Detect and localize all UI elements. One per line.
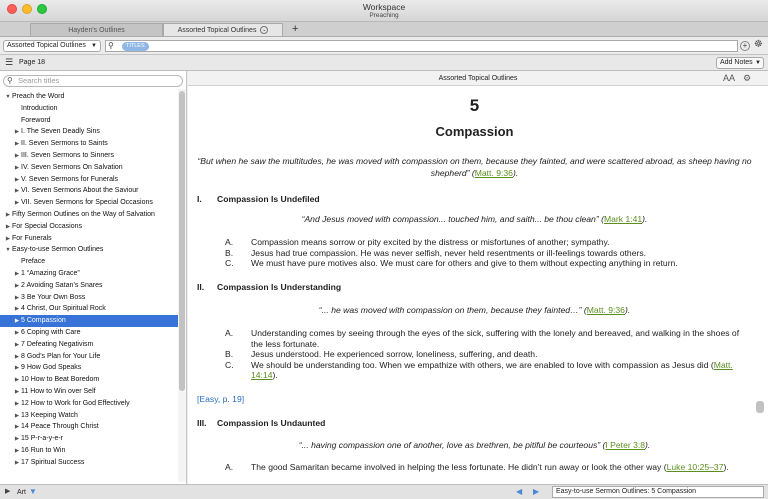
disclosure-triangle-icon[interactable]: ▶ xyxy=(14,282,20,289)
outline-tree-item[interactable] xyxy=(0,410,178,422)
section-heading: I. Compassion Is Undefiled xyxy=(197,194,320,204)
search-toolbar xyxy=(0,37,768,55)
gear-icon[interactable]: ⚙ xyxy=(743,73,752,83)
outline-tree-item[interactable] xyxy=(0,303,178,315)
disclosure-triangle-icon[interactable]: ▶ xyxy=(14,188,20,195)
title-bar xyxy=(0,0,768,22)
chevron-down-icon: ▼ xyxy=(91,43,97,49)
list-icon[interactable]: ☰ xyxy=(5,57,14,67)
outline-item-label: For Special Occasions xyxy=(12,222,83,230)
outline-item-label: Easy-to-use Sermon Outlines xyxy=(12,246,104,254)
disclosure-triangle-icon[interactable]: ▶ xyxy=(14,388,20,395)
outline-tree-item[interactable] xyxy=(0,150,178,162)
scripture-link[interactable]: Matt. 14:14 xyxy=(251,359,733,380)
disclosure-triangle-icon[interactable]: ▶ xyxy=(14,176,20,183)
outline-item-label: 15 P-r-a-y-e-r xyxy=(21,435,64,443)
outline-item-label: 11 How to Win over Self xyxy=(21,387,96,395)
document-scroll-thumb[interactable] xyxy=(756,401,764,413)
outline-item-label: III. Seven Sermons to Sinners xyxy=(21,151,114,159)
outline-item-label: I. The Seven Deadly Sins xyxy=(21,128,100,136)
disclosure-triangle-icon[interactable]: ▶ xyxy=(14,306,20,313)
outline-item-label: 1 “Amazing Grace” xyxy=(21,269,80,277)
outline-tree-item[interactable] xyxy=(0,209,178,221)
outline-tree-item[interactable] xyxy=(0,268,178,280)
disclosure-triangle-icon[interactable]: ▶ xyxy=(5,211,11,218)
resource-select[interactable]: Assorted Topical Outlines ▼ xyxy=(3,40,101,52)
art-menu[interactable]: Art ▼ xyxy=(17,487,37,496)
outline-tree-item[interactable] xyxy=(0,315,178,327)
outline-tree-item[interactable] xyxy=(0,374,178,386)
disclosure-triangle-icon[interactable]: ▶ xyxy=(14,353,20,360)
section-points xyxy=(225,328,750,381)
disclosure-triangle-icon[interactable]: ▶ xyxy=(14,412,20,419)
disclosure-triangle-icon[interactable]: ▶ xyxy=(14,270,20,277)
scripture-link[interactable]: I Peter 3:8 xyxy=(605,440,646,450)
outline-item-label: VI. Seven Sermons About the Saviour xyxy=(21,187,139,195)
outline-tree-item[interactable] xyxy=(0,280,178,292)
font-size-icon[interactable]: AA xyxy=(723,73,736,83)
window-title: Workspace xyxy=(362,2,406,12)
outline-sidebar xyxy=(0,71,187,484)
disclosure-triangle-icon[interactable]: ▶ xyxy=(14,365,20,372)
outline-item-label: V. Seven Sermons for Funerals xyxy=(21,175,119,183)
outline-item-label: 12 How to Work for God Effectively xyxy=(21,399,130,407)
document-content xyxy=(197,86,752,484)
point-item: B. Jesus had true compassion. He was never selfish, never held resentments or ill-feelings towards others. xyxy=(225,247,647,258)
outline-item-label: 9 How God Speaks xyxy=(21,364,82,372)
add-icon[interactable]: + xyxy=(740,41,750,51)
document-panel xyxy=(188,71,768,484)
source-reference-link[interactable]: [Easy, p. 19] xyxy=(197,394,245,404)
sidebar-scroll-thumb[interactable] xyxy=(179,91,185,391)
outline-item-label: II. Seven Sermons to Saints xyxy=(21,140,108,148)
outline-item-label: 16 Run to Win xyxy=(21,446,66,454)
outline-tree-item[interactable] xyxy=(0,233,178,245)
search-icon: ⚲ xyxy=(108,41,114,50)
scripture-link[interactable]: Luke 10:25–37 xyxy=(666,462,724,472)
disclosure-triangle-icon[interactable]: ▶ xyxy=(14,141,20,148)
outline-tree-item[interactable] xyxy=(0,197,178,209)
outline-tree-item[interactable] xyxy=(0,115,178,127)
scripture-link[interactable]: Matt. 9:36 xyxy=(586,305,625,315)
outline-tree-item[interactable] xyxy=(0,244,178,256)
outline-tree-item[interactable] xyxy=(0,162,178,174)
scripture-link[interactable]: Mark 1:41 xyxy=(603,214,643,224)
section-points xyxy=(225,462,750,473)
location-field[interactable]: Easy-to-use Sermon Outlines: 5 Compassion xyxy=(552,486,764,498)
point-item: A. Understanding comes by seeing through the eyes of the sick, suffering with the lonely and bereaved, and walking in the shoes of the less fortunate. xyxy=(225,328,740,349)
outline-tree-item[interactable] xyxy=(0,174,178,186)
disclosure-triangle-icon[interactable]: ▼ xyxy=(5,247,11,254)
section-heading: III. Compassion Is Undaunted xyxy=(197,418,326,428)
outline-tree-item[interactable] xyxy=(0,221,178,233)
section-points xyxy=(225,237,750,269)
disclosure-triangle-icon[interactable]: ▶ xyxy=(14,424,20,431)
outline-tree-item[interactable] xyxy=(0,398,178,410)
title-search-input[interactable]: ⚲ Search titles xyxy=(3,75,183,87)
outline-item-label: Preach the Word xyxy=(12,93,65,100)
titles-filter-pill[interactable]: TITLES xyxy=(122,42,149,51)
outline-tree-item[interactable] xyxy=(0,457,178,469)
tab-assorted-topical-outlines[interactable]: Assorted Topical Outlines ⌄ xyxy=(163,23,283,36)
disclosure-triangle-icon[interactable]: ▶ xyxy=(14,436,20,443)
tab-menu-icon[interactable]: ⌄ xyxy=(262,27,267,34)
add-tab-button[interactable]: + xyxy=(292,23,299,35)
outline-item-label: 3 Be Your Own Boss xyxy=(21,293,86,301)
disclosure-triangle-icon[interactable]: ▶ xyxy=(14,329,20,336)
outline-tree-item[interactable] xyxy=(0,351,178,363)
section-heading: II. Compassion Is Understanding xyxy=(197,282,342,292)
point-item: A. The good Samaritan became involved in helping the less fortunate. He didn’t run away or look the other way (Luke 10:25–37). xyxy=(225,462,729,472)
outline-item-label: 8 God’s Plan for Your Life xyxy=(21,352,101,360)
disclosure-triangle-icon[interactable]: ▶ xyxy=(14,341,20,348)
outline-item-label: Introduction xyxy=(21,104,58,112)
outline-tree-item[interactable] xyxy=(0,421,178,433)
section-verse: “And Jesus moved with compassion... touched him, and saith... be thou clean” (Mark 1:41). xyxy=(301,214,648,224)
outline-item-label: 4 Christ, Our Spiritual Rock xyxy=(21,305,106,313)
outline-item-label: Preface xyxy=(21,258,46,266)
section-verse: “... having compassion one of another, love as brethren, be pitiful be courteous” (I Peter 3:8). xyxy=(298,440,651,450)
outline-tree-item[interactable] xyxy=(0,126,178,138)
disclosure-icon[interactable]: ▶ xyxy=(5,488,11,495)
outline-item-label: 14 Peace Through Christ xyxy=(21,423,99,431)
outline-tree-item[interactable] xyxy=(0,386,178,398)
tab-haydens-outlines[interactable]: Hayden's Outlines xyxy=(30,23,163,36)
disclosure-triangle-icon[interactable]: ▶ xyxy=(14,447,20,454)
outline-tree-item[interactable] xyxy=(0,433,178,445)
point-item: C. We must have pure motives also. We must care for others and give to them without expecting anything in return. xyxy=(225,258,678,268)
point-item: A. Compassion means sorrow or pity excited by the distress or misfortunes of another; sympathy. xyxy=(225,237,610,247)
disclosure-triangle-icon[interactable]: ▶ xyxy=(5,235,11,242)
search-input[interactable] xyxy=(105,40,738,52)
outline-tree-item[interactable] xyxy=(0,327,178,339)
outline-item-label: VII. Seven Sermons for Special Occasions xyxy=(21,199,153,207)
outline-tree-item[interactable] xyxy=(0,138,178,150)
disclosure-triangle-icon[interactable]: ▶ xyxy=(14,152,20,159)
point-item: C. We should be understanding too. When we empathize with others, we are enabled to love with compassion as Jesus did (Matt. 14:14). xyxy=(225,359,733,380)
outline-item-label: 6 Coping with Care xyxy=(21,328,81,336)
outline-tree-item[interactable] xyxy=(0,292,178,304)
previous-arrow-icon[interactable]: ◀ xyxy=(516,487,523,496)
disclosure-triangle-icon[interactable]: ▼ xyxy=(5,94,11,100)
outline-tree-item[interactable] xyxy=(0,445,178,457)
disclosure-triangle-icon[interactable]: ▶ xyxy=(14,459,20,466)
tab-bar xyxy=(0,22,768,37)
window-subtitle: Preaching xyxy=(369,12,399,19)
outline-tree-item[interactable] xyxy=(0,256,178,268)
document-header: Assorted Topical Outlines AA ⚙ xyxy=(188,71,768,86)
search-icon: ⚲ xyxy=(7,76,13,85)
people-icon[interactable]: ☸ xyxy=(754,39,763,50)
outline-item-label: 10 How to Beat Boredom xyxy=(21,376,100,384)
outline-tree-item[interactable] xyxy=(0,185,178,197)
chapter-title: Compassion xyxy=(435,124,514,139)
disclosure-triangle-icon[interactable]: ▶ xyxy=(14,294,20,301)
chapter-number: 5 xyxy=(469,96,480,115)
disclosure-triangle-icon[interactable]: ▶ xyxy=(14,200,20,207)
next-arrow-icon[interactable]: ▶ xyxy=(533,487,540,496)
chevron-down-icon: ▼ xyxy=(28,487,37,496)
intro-verse: “But when he saw the multitudes, he was moved with compassion on them, because they fainted, and were scattered abroad, as sheep having no shepherd” (Matt. 9:36). xyxy=(197,156,752,178)
status-bar xyxy=(0,484,768,499)
section-verse: “... he was moved with compassion on them, because they fainted…” (Matt. 9:36). xyxy=(318,305,631,315)
point-item: B. Jesus understood. He experienced sorrow, loneliness, suffering, and death. xyxy=(225,349,538,359)
outline-item-label: 17 Spiritual Success xyxy=(21,458,85,466)
outline-item-label: Foreword xyxy=(21,116,51,124)
outline-item-label: 13 Keeping Watch xyxy=(21,411,78,419)
outline-item-label: 2 Avoiding Satan’s Snares xyxy=(21,281,103,289)
panel-toolbar xyxy=(0,55,768,71)
add-notes-button[interactable]: Add Notes ▼ xyxy=(716,57,764,69)
outline-tree-item[interactable] xyxy=(0,103,178,115)
outline-item-label: IV. Seven Sermons On Salvation xyxy=(21,163,123,171)
disclosure-triangle-icon[interactable]: ▶ xyxy=(14,400,20,407)
chevron-down-icon: ▼ xyxy=(755,60,761,66)
disclosure-triangle-icon[interactable]: ▶ xyxy=(14,129,20,136)
page-indicator: Page 18 xyxy=(19,59,46,66)
outline-item-label: 5 Compassion xyxy=(21,317,66,325)
disclosure-triangle-icon[interactable]: ▶ xyxy=(14,318,20,325)
outline-item-label: For Funerals xyxy=(12,234,52,242)
outline-tree xyxy=(0,91,178,469)
outline-item-label: 7 Defeating Negativism xyxy=(21,340,94,348)
outline-tree-item[interactable] xyxy=(0,91,178,103)
disclosure-triangle-icon[interactable]: ▶ xyxy=(5,223,11,230)
outline-tree-item[interactable] xyxy=(0,362,178,374)
disclosure-triangle-icon[interactable]: ▶ xyxy=(14,164,20,171)
outline-item-label: Fifty Sermon Outlines on the Way of Salvation xyxy=(12,210,155,218)
scripture-link[interactable]: Matt. 9:36 xyxy=(474,168,513,178)
outline-tree-item[interactable] xyxy=(0,339,178,351)
disclosure-triangle-icon[interactable]: ▶ xyxy=(14,377,20,384)
